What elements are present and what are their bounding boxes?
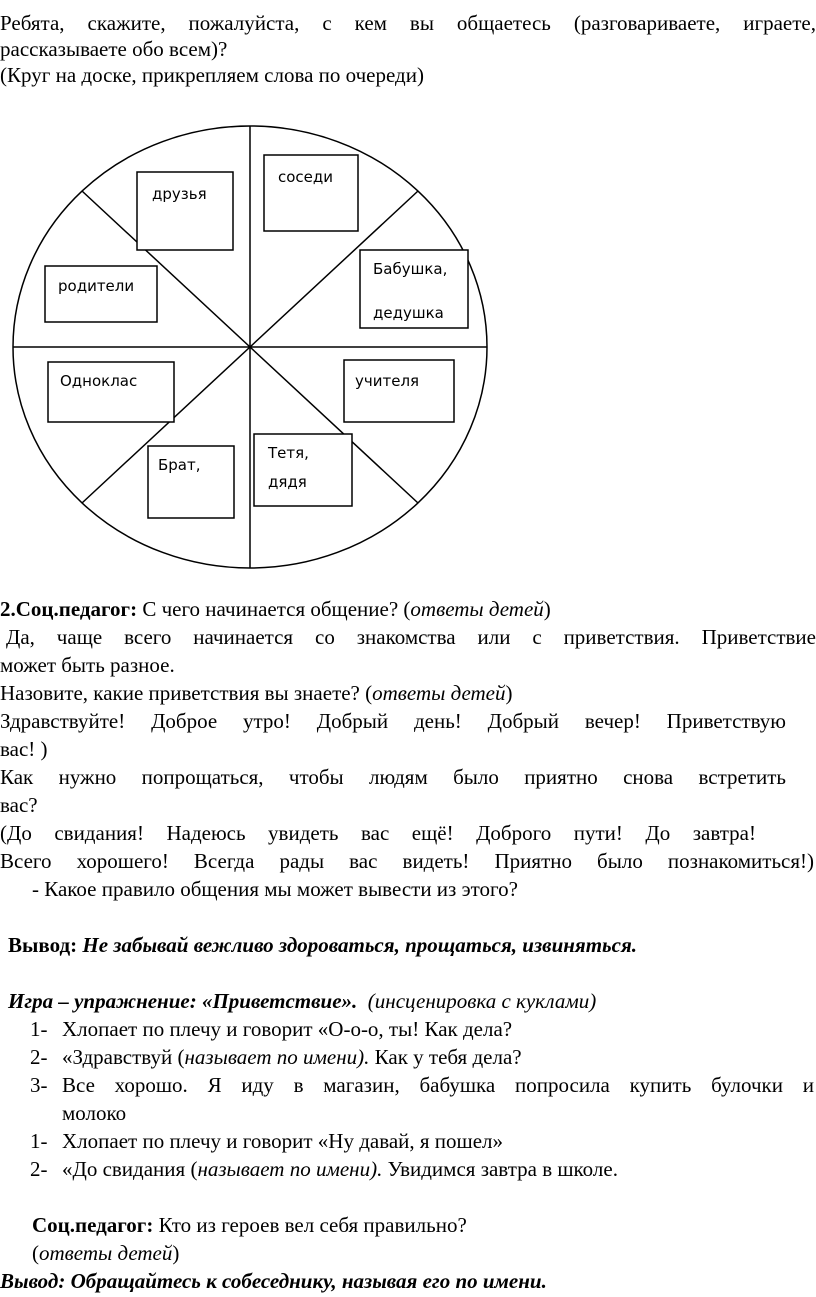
game-item-number: 2-: [30, 1157, 48, 1181]
game-item-note: называет по имени).: [197, 1157, 383, 1181]
section3-answers-close: ): [172, 1241, 180, 1265]
section2-line4-close: ): [505, 681, 513, 705]
conclusion1: [8, 932, 816, 958]
section3-speaker: Соц.педагог:: [32, 1213, 154, 1237]
game-subtitle: (инсценировка с куклами): [367, 989, 597, 1013]
game-item-number: 3-: [30, 1073, 48, 1097]
game-item-number: 1-: [30, 1129, 48, 1153]
section2-line3: может быть разное.: [0, 653, 175, 677]
game-item-text: Хлопает по плечу и говорит «Ну давай, я пошел»: [62, 1129, 504, 1153]
section2-line11: - Какое правило общения мы может вывести из этого?: [32, 877, 518, 901]
label-grandparents-line1: Бабушка,: [373, 260, 448, 278]
game-item: [30, 1016, 816, 1042]
label-classmates: Одноклас: [60, 372, 138, 390]
section2-answers-note: ответы детей: [410, 597, 544, 621]
section2-line4-note: ответы детей: [372, 681, 506, 705]
game-item-text-end: Увидимся завтра в школе.: [382, 1157, 618, 1181]
section2-line4: [0, 680, 816, 706]
section2-line9: (До свидания! Надеюсь увидеть вас ещё! Доброго пути! До завтра!: [0, 821, 756, 845]
section2-line4-text: Назовите, какие приветствия вы знаете? (: [0, 681, 373, 705]
game-item: [30, 1156, 816, 1182]
label-box-neighbors: [264, 155, 358, 231]
conclusion1-text: Не забывай вежливо здороваться, прощаться, извиняться.: [77, 933, 638, 957]
communication-circle-diagram: [0, 120, 816, 570]
game-item-continuation: молоко: [62, 1101, 127, 1125]
game-header: [8, 988, 816, 1014]
game-item-number: 1-: [30, 1017, 48, 1041]
label-parents: родители: [58, 277, 135, 295]
label-grandparents-line2: дедушка: [373, 304, 444, 322]
section2-question: [0, 596, 816, 622]
section3-answers-note: ответы детей: [39, 1241, 173, 1265]
section2-line8: вас?: [0, 793, 38, 817]
game-item-text: «До свидания (: [62, 1157, 198, 1181]
section2-question-text: С чего начинается общение? (: [137, 597, 411, 621]
intro-question-line2: рассказываете обо всем)?: [0, 37, 228, 61]
label-brother: Брат,: [158, 456, 201, 474]
game-item: [30, 1044, 816, 1070]
section2-line2: Да, чаще всего начинается со знакомства или с приветствия. Приветствие: [6, 625, 816, 649]
section2-line6: вас! ): [0, 737, 48, 761]
label-friends: друзья: [152, 185, 207, 203]
game-item-text: Все хорошо. Я иду в магазин, бабушка попросила купить булочки и: [62, 1073, 814, 1097]
game-item-number: 2-: [30, 1045, 48, 1069]
conclusion1-label: Вывод:: [8, 933, 78, 957]
intro-question-line1: Ребята, скажите, пожалуйста, с кем вы общаетесь (разговариваете, играете,: [0, 11, 816, 35]
label-aunt-uncle-line2: дядя: [268, 473, 307, 491]
section3-question: [32, 1212, 816, 1238]
game-item-text: Хлопает по плечу и говорит «О-о-о, ты! Как дела?: [62, 1017, 513, 1041]
label-box-classmates: [48, 362, 174, 422]
label-box-friends: [137, 172, 233, 250]
section2-speaker: 2.Соц.педагог:: [0, 597, 138, 621]
section3-answers-open: (: [32, 1241, 39, 1265]
game-item-note: называет по имени).: [184, 1045, 370, 1069]
section2-close-paren: ): [543, 597, 551, 621]
game-item-text-end: Как у тебя дела?: [369, 1045, 522, 1069]
label-aunt-uncle-line1: Тетя,: [268, 444, 309, 462]
section2-line5: Здравствуйте! Доброе утро! Добрый день! Добрый вечер! Приветствую: [0, 709, 786, 733]
intro-instruction: (Круг на доске, прикрепляем слова по очереди): [0, 63, 424, 87]
game-title: Игра – упражнение: «Приветствие».: [8, 989, 358, 1013]
conclusion2: Вывод: Обращайтесь к собеседнику, называя его по имени.: [0, 1269, 547, 1293]
game-item: [30, 1072, 814, 1098]
section2-line7: Как нужно попрощаться, чтобы людям было приятно снова встретить: [0, 765, 786, 789]
game-item-text: «Здравствуй (: [62, 1045, 185, 1069]
section3-answers: [32, 1240, 816, 1266]
section2-line10: Всего хорошего! Всегда рады вас видеть! Приятно было познакомиться!): [0, 849, 814, 873]
section3-question-text: Кто из героев вел себя правильно?: [153, 1213, 467, 1237]
label-teachers: учителя: [355, 372, 420, 390]
label-box-teachers: [344, 360, 454, 422]
label-neighbors: соседи: [278, 168, 334, 186]
game-item: [30, 1128, 816, 1154]
